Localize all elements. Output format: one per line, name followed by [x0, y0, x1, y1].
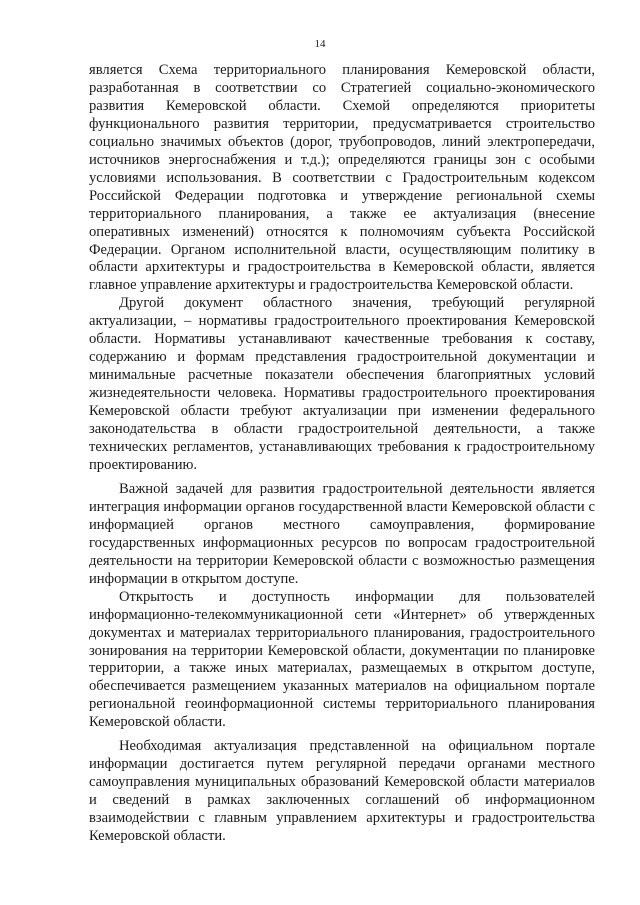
paragraph-portal-actualization: Необходимая актуализация представленной на официальном портале информации достигается путем регулярной передачи органами местного самоуправления муниципальных образований Кемеровской области материалов и сведений в рамках заключенных соглашений об информационном взаимодействии с главным управлением архитектуры и градостроительства Кемеровской области. [89, 738, 595, 845]
paragraph-scheme-territorial-planning: является Схема территориального планирования Кемеровской области, разработанная в соответствии со Стратегией социально-экономического развития Кемеровской области. Схемой определяются приоритеты функционального развития территории, предусматривается строительство социально значимых объектов (дорог, трубопроводов, линий электропередачи, источников энергоснабжения и т.д.); определяются границы зон с особыми условиями использования. В соответствии с Градостроительным кодексом Российской Федерации подготовка и утверждение региональной схемы территориального планирования, а также ее актуализация (внесение оперативных изменений) относятся к полномочиям субъекта Российской Федерации. Органом исполнительной власти, осуществляющим политику в области архитектуры и градостроительства в Кемеровской области, является главное управление архитектуры и градостроительства Кемеровской области. [89, 62, 595, 294]
paragraph-urban-planning-norms: Другой документ областного значения, требующий регулярной актуализации, – нормативы градостроительного проектирования Кемеровской области. Нормативы устанавливают качественные требования к составу, содержанию и формам представления градостроительной документации и минимальные расчетные показатели обеспечения благоприятных условий жизнедеятельности человека. Нормативы градостроительного проектирования Кемеровской области требуют актуализации при изменении федерального законодательства в области градостроительной деятельности, а также технических регламентов, устанавливающих требования к градостроительному проектированию. [89, 295, 595, 473]
body-text [89, 62, 595, 846]
paragraph-open-access: Открытость и доступность информации для пользователей информационно-телекоммуникационной сети «Интернет» об утвержденных документах и материалах территориального планирования, градостроительного зонирования на территории Кемеровской области, документации по планировке территории, а также иных материалах, размещаемых в открытом доступе, обеспечивается размещением указанных материалов на официальном портале региональной геоинформационной системы территориального планирования Кемеровской области. [89, 588, 595, 731]
paragraph-information-integration: Важной задачей для развития градостроительной деятельности является интеграция информации органов государственной власти Кемеровской области с информацией органов местного самоуправления, формирование государственных информационных ресурсов по вопросам градостроительной деятельности на территории Кемеровской области с возможностью размещения информации в открытом доступе. [89, 480, 595, 587]
page-number: 14 [314, 38, 326, 50]
